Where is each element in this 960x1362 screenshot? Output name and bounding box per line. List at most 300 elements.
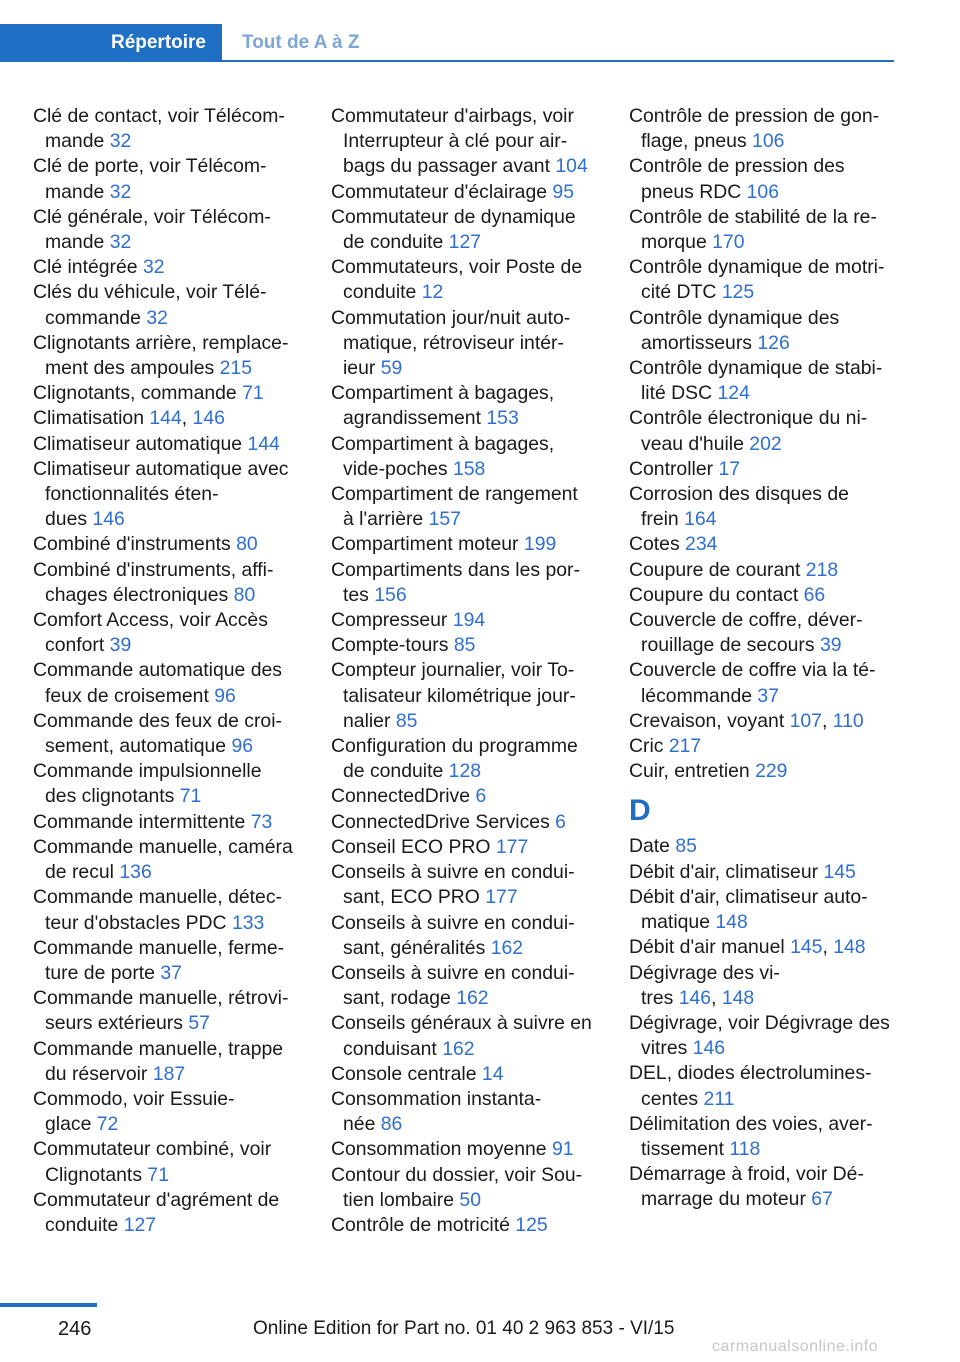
page-link[interactable]: 177 (485, 886, 518, 909)
page-link[interactable]: 67 (811, 1188, 833, 1211)
page-link[interactable]: 73 (250, 810, 273, 833)
index-entry-text: Consommation moyenne (331, 1138, 547, 1161)
index-entry-text: du réservoir (45, 1062, 148, 1085)
index-entry (629, 406, 897, 456)
page-link[interactable]: 148 (715, 911, 748, 934)
index-entry-text: feux de croisement (45, 684, 209, 707)
index-entry-text: cité DTC (641, 281, 717, 304)
index-entry-text: veau d'huile (641, 432, 744, 455)
index-entry-text: tres (641, 986, 674, 1009)
index-entry (331, 1163, 599, 1213)
page-link[interactable]: 234 (685, 533, 718, 556)
index-entry (33, 759, 301, 809)
index-entry-text: Commande des feux de croi- (33, 709, 282, 732)
index-entry-text: agrandissement (343, 407, 481, 430)
index-entry-text: tes (343, 583, 369, 606)
index-entry-text: Compartiment moteur (331, 533, 519, 556)
index-entry-text: Climatiseur automatique (33, 432, 243, 455)
index-entry (629, 1112, 897, 1162)
index-entry (331, 104, 599, 180)
index-entry-text: Cotes (629, 533, 680, 556)
index-entry-text: Commutateur combiné, voir (33, 1138, 272, 1161)
index-entry-text: Compartiment à bagages, (331, 432, 555, 455)
index-entry (629, 658, 897, 708)
page-link[interactable]: 12 (421, 281, 444, 304)
index-entry-text: Clignotants (45, 1163, 143, 1186)
index-entry (629, 558, 897, 583)
index-entry-text: Débit d'air, climatiseur (629, 860, 819, 883)
page-link[interactable]: 144 (149, 407, 182, 430)
page-link[interactable]: 95 (552, 180, 574, 203)
index-entry-text: Contour du dossier, voir Sou- (331, 1163, 583, 1186)
index-entry (331, 961, 599, 1011)
index-entry: Débit d'air manuel 145, 148 (629, 936, 866, 959)
watermark: carmanualsonline.info (712, 1338, 879, 1355)
index-entry (629, 1061, 897, 1111)
index-entry (33, 709, 301, 759)
page-link[interactable]: 85 (453, 634, 476, 657)
page-link[interactable]: 148 (833, 936, 866, 959)
index-entry-text: Contrôle de pression de gon- (629, 105, 880, 127)
page-link[interactable]: 162 (456, 987, 489, 1010)
index-entry-text: Débit d'air, climatiseur auto- (629, 885, 868, 908)
page-link[interactable]: 32 (109, 180, 132, 203)
index-entry-text: Commande impulsionnelle (33, 760, 262, 783)
page-link[interactable]: 202 (749, 432, 782, 455)
index-entry-text: flage, pneus (641, 130, 747, 153)
index-entry-text: Controller (629, 457, 714, 480)
index-entry (629, 205, 897, 255)
page-link[interactable]: 14 (481, 1062, 504, 1085)
index-entry (629, 860, 897, 885)
page-link[interactable]: 6 (475, 785, 487, 808)
index-entry (331, 860, 599, 910)
index-entry-text: ture de porte (45, 961, 155, 984)
page-link[interactable]: 145 (790, 936, 823, 959)
index-entry (629, 734, 897, 759)
index-entry-text: sant, généralités (343, 936, 486, 959)
index-entry-text: ment des ampoules (45, 357, 215, 380)
index-entry (331, 1213, 599, 1238)
index-entry-text: talisateur kilométrique jour- (343, 684, 576, 707)
index-entry-text: Climatisation (33, 407, 144, 430)
index-entry (331, 835, 599, 860)
page-link[interactable]: 17 (718, 457, 741, 480)
index-entry: Crevaison, voyant 107, 110 (629, 709, 864, 732)
index-entry-text: Commutateurs, voir Poste de (331, 256, 583, 279)
index-entry (331, 558, 599, 608)
page-link[interactable]: 146 (192, 407, 225, 430)
index-entry (33, 1087, 301, 1137)
index-entry-text: de conduite (343, 231, 444, 254)
page-link[interactable]: 37 (160, 961, 182, 984)
edition-label: Online Edition for Part no. 01 40 2 963 853 - VI/15 (253, 1318, 675, 1339)
page-link[interactable]: 146 (678, 986, 712, 1009)
index-entry (331, 180, 599, 205)
index-entry (33, 885, 301, 935)
index-entry (629, 608, 897, 658)
page-link[interactable]: 106 (746, 180, 779, 203)
index-entry-text: Contrôle de pression des (629, 155, 845, 178)
index-entry-text: chages électroniques (45, 583, 229, 606)
index-entry-text: Contrôle de stabilité de la re- (629, 205, 877, 228)
index-entry (629, 583, 897, 608)
index-entry-text: vide-poches (343, 457, 448, 480)
page-link[interactable]: 218 (805, 558, 839, 581)
index-entry (331, 1137, 599, 1162)
index-entry-text: Commande manuelle, caméra (33, 835, 293, 858)
index-entry-text: de conduite (343, 760, 444, 783)
index-entry-text: Cuir, entretien (629, 760, 750, 783)
index-entry-text: Commutateur de dynamique (331, 205, 576, 228)
page-link[interactable]: 72 (96, 1113, 119, 1136)
index-entry-text: lité DSC (641, 382, 713, 405)
index-entry-text: Combiné d'instruments, affi- (33, 558, 274, 581)
index-entry (33, 381, 301, 406)
index-entry-text: seurs extérieurs (45, 1012, 183, 1035)
index-entry-text: Couvercle de coffre, déver- (629, 609, 863, 632)
index-entry-text: à l'arrière (343, 508, 424, 531)
index-entry-text: Délimitation des voies, aver- (629, 1112, 873, 1135)
index-entry-text: Commodo, voir Essuie- (33, 1087, 235, 1110)
index-entry (629, 306, 897, 356)
page-link[interactable]: 39 (109, 634, 132, 657)
page-link[interactable]: 145 (823, 860, 856, 883)
tab-tout-de-a-a-z[interactable]: Tout de A à Z (242, 32, 360, 53)
index-entry (33, 1188, 301, 1238)
index-entry-text: ieur (343, 357, 376, 380)
index-entry (331, 734, 599, 784)
page-link[interactable]: 37 (757, 684, 779, 707)
index-entry-text: Clé de porte, voir Télécom- (33, 155, 267, 178)
index-entry-text: mande (45, 231, 105, 254)
tab-underline (0, 60, 894, 62)
page-link[interactable]: 126 (757, 331, 790, 354)
index-entry (629, 759, 897, 784)
index-entry-text: Commande manuelle, ferme- (33, 936, 285, 959)
index-entry (331, 1087, 599, 1137)
index-entry-text: conduite (45, 1213, 119, 1236)
page-link[interactable]: 80 (236, 533, 258, 556)
index-column-3 (629, 104, 897, 1213)
page-link[interactable]: 215 (219, 357, 252, 380)
index-entry-text: frein (641, 508, 679, 531)
page-link[interactable]: 146 (692, 1037, 726, 1060)
page-link[interactable]: 211 (703, 1087, 735, 1110)
index-entry-text: mande (45, 130, 105, 153)
page-link[interactable]: 96 (214, 684, 236, 707)
index-entry (331, 482, 599, 532)
index-entry-text: tissement (641, 1137, 724, 1160)
index-entry (629, 154, 897, 204)
page-link[interactable]: 32 (109, 231, 132, 254)
index-entry-text: Commande automatique des (33, 659, 282, 682)
page-link[interactable]: 104 (555, 155, 588, 178)
page-link[interactable]: 127 (123, 1213, 157, 1236)
index-entry-text: vitres (641, 1037, 688, 1060)
index-entry-text: Date (629, 835, 670, 858)
index-entry (33, 255, 301, 280)
page-link[interactable]: 153 (486, 407, 519, 430)
page-link[interactable]: 66 (803, 583, 826, 606)
index-entry (331, 784, 599, 809)
index-entry (629, 482, 897, 532)
index-entry (33, 331, 301, 381)
index-entry (331, 911, 599, 961)
index-entry (629, 834, 897, 859)
index-entry (33, 608, 301, 658)
index-entry (33, 1137, 301, 1187)
page-link[interactable]: 125 (721, 281, 755, 304)
index-entry-text: Conseils généraux à suivre en (331, 1012, 592, 1035)
page-link[interactable]: 32 (146, 306, 168, 329)
index-entry-text: Compartiment de rangement (331, 483, 578, 506)
index-entry-text: sement, automatique (45, 735, 227, 758)
index-entry-text: Compte-tours (331, 634, 449, 657)
index-entry (629, 104, 897, 154)
index-entry-text: Commande manuelle, trappe (33, 1037, 284, 1060)
index-entry-text: Commande manuelle, rétrovi- (33, 987, 289, 1010)
index-entry (331, 633, 599, 658)
index-entry-text: Corrosion des disques de (629, 483, 849, 506)
index-entry-text: Clé de contact, voir Télécom- (33, 105, 285, 127)
index-entry (33, 432, 301, 457)
tab-repertoire[interactable]: Répertoire (0, 24, 222, 62)
index-entry-text: Dégivrage des vi- (629, 961, 780, 984)
page-link[interactable]: 85 (675, 835, 697, 858)
page-link[interactable]: 187 (152, 1062, 186, 1085)
page-link[interactable]: 118 (729, 1137, 761, 1160)
index-entry-text: Crevaison, voyant (629, 709, 785, 732)
index-entry-text: fonctionnalités éten- (45, 483, 219, 506)
index-entry-text: Commutateur d'éclairage (331, 180, 548, 203)
page-link[interactable]: 80 (233, 583, 256, 606)
page-link[interactable]: 59 (380, 357, 403, 380)
index-entry (629, 457, 897, 482)
index-entry-text: Commutateur d'agrément de (33, 1188, 280, 1211)
index-entry-text: de recul (45, 861, 114, 884)
index-entry-text: Contrôle dynamique de stabi- (629, 357, 883, 380)
index-entry (331, 432, 599, 482)
index-entry-text: glace (45, 1113, 92, 1136)
index-entry-text: morque (641, 231, 707, 254)
index-entry-text: des clignotants (45, 785, 175, 808)
index-entry (331, 381, 599, 431)
page-link[interactable]: 39 (819, 634, 842, 657)
page-link[interactable]: 164 (684, 508, 717, 531)
page-link[interactable]: 158 (452, 457, 486, 480)
index-entry-text: sant, rodage (343, 987, 451, 1010)
index-entry-text: mande (45, 180, 105, 203)
index-entry: Dégivrage des vi- tres 146, 148 (629, 961, 780, 1009)
page-number: 246 (58, 1318, 92, 1340)
page-link[interactable]: 136 (119, 861, 152, 884)
index-entry-text: Combiné d'instruments (33, 533, 231, 556)
index-entry-text: Climatiseur automatique avec (33, 457, 289, 480)
index-entry (629, 255, 897, 305)
index-entry-text: lécommande (641, 684, 753, 707)
page-link[interactable]: 32 (142, 256, 165, 279)
page-link[interactable]: 71 (147, 1163, 169, 1186)
index-entry (33, 457, 301, 533)
page-link[interactable]: 162 (442, 1037, 475, 1060)
page-link[interactable]: 217 (668, 735, 702, 758)
footer-accent-bar (0, 1303, 97, 1307)
index-entry-text: Compresseur (331, 609, 448, 632)
index-entry (629, 1162, 897, 1212)
index-column-2 (331, 104, 599, 1238)
index-entry-text: Débit d'air manuel (629, 936, 785, 959)
page-link[interactable]: 71 (179, 785, 202, 808)
index-entry (331, 810, 599, 835)
index-entry-text: Contrôle de motricité (331, 1213, 510, 1236)
index-entry-text: dues (45, 508, 88, 531)
page-link[interactable]: 125 (515, 1213, 548, 1236)
index-entry-text: Démarrage à froid, voir Dé- (629, 1163, 864, 1186)
index-entry (33, 558, 301, 608)
page-link[interactable]: 32 (109, 130, 132, 153)
index-entry-text: bags du passager avant (343, 155, 550, 178)
page-link[interactable]: 110 (832, 709, 864, 732)
index-entry (629, 532, 897, 557)
index-entry-text: Clignotants, commande (33, 382, 237, 405)
index-entry-text: Clignotants arrière, remplace- (33, 331, 289, 354)
index-entry (331, 658, 599, 734)
page-link[interactable]: 177 (495, 835, 529, 858)
index-entry (33, 280, 301, 330)
page-link[interactable]: 127 (448, 231, 482, 254)
page-link[interactable]: 156 (374, 583, 407, 606)
tab-bar (0, 24, 894, 62)
page-link[interactable]: 157 (428, 508, 461, 531)
page-link[interactable]: 6 (555, 810, 566, 833)
index-entry (33, 936, 301, 986)
index-entry-text: Clés du véhicule, voir Télé- (33, 281, 267, 304)
index-entry-text: Commande manuelle, détec- (33, 886, 282, 909)
page-link[interactable]: 107 (789, 709, 822, 732)
index-entry-text: centes (641, 1087, 699, 1110)
index-entry-text: pneus RDC (641, 180, 742, 203)
index-entry (629, 885, 897, 935)
index-entry (33, 104, 301, 154)
index-entry-text: Consommation instanta- (331, 1087, 542, 1110)
index-entry-text: matique, rétroviseur intér- (343, 331, 564, 354)
index-entry-text: Coupure de courant (629, 558, 801, 581)
index-entry-text: Contrôle dynamique des (629, 306, 840, 329)
index-entry-text: Commutateur d'airbags, voir (331, 105, 574, 127)
index-entry-text: Conseils à suivre en condui- (331, 861, 575, 884)
index-section-letter: D (629, 794, 651, 828)
page-link[interactable]: 71 (242, 382, 264, 405)
index-entry (331, 608, 599, 633)
index-entry-text: Clé intégrée (33, 256, 138, 279)
index-entry-text: amortisseurs (641, 331, 752, 354)
index-entry (331, 1062, 599, 1087)
index-entry-text: Contrôle électronique du ni- (629, 407, 868, 430)
page-link[interactable]: 50 (459, 1188, 481, 1211)
index-entry-text: matique (641, 911, 710, 934)
index-entry (331, 532, 599, 557)
index-entry (331, 306, 599, 382)
index-column-1 (33, 104, 301, 1238)
index-entry-text: Console centrale (331, 1062, 477, 1085)
index-entry-text: Comfort Access, voir Accès (33, 609, 268, 632)
index-entry (331, 255, 599, 305)
index-entry-text: Commutation jour/nuit auto- (331, 306, 571, 329)
index-entry-text: Conseil ECO PRO (331, 835, 491, 858)
index-entry-text: marrage du moteur (641, 1188, 806, 1211)
index-entry-text: tien lombaire (343, 1188, 455, 1211)
page-link[interactable]: 148 (721, 986, 755, 1009)
index-entry-text: DEL, diodes électrolumines- (629, 1062, 872, 1085)
page-link[interactable]: 170 (712, 231, 745, 254)
index-entry (331, 205, 599, 255)
page-link[interactable]: 146 (92, 508, 125, 531)
index-entry (629, 356, 897, 406)
index-entry-text: sant, ECO PRO (343, 886, 480, 909)
index-entry-text: née (343, 1113, 376, 1136)
page-link[interactable]: 199 (523, 533, 557, 556)
index-entry (33, 1037, 301, 1087)
index-entry: Climatisation 144, 146 (33, 407, 225, 430)
index-entry-text: rouillage de secours (641, 634, 815, 657)
page-link[interactable]: 162 (490, 936, 524, 959)
index-entry-text: teur d'obstacles PDC (45, 911, 227, 934)
index-entry-text: Contrôle dynamique de motri- (629, 256, 885, 279)
index-entry-text: Clé générale, voir Télécom- (33, 205, 271, 228)
index-entry (33, 658, 301, 708)
page-link[interactable]: 85 (395, 709, 418, 732)
index-entry-text: Couvercle de coffre via la té- (629, 659, 876, 682)
index-entry-text: Compartiments dans les por- (331, 558, 580, 581)
index-entry (629, 1011, 897, 1061)
index-entry-text: Commande intermittente (33, 810, 246, 833)
page-link[interactable]: 229 (755, 760, 788, 783)
index-entry-text: ConnectedDrive (331, 785, 471, 808)
index-entry-text: Dégivrage, voir Dégivrage des (629, 1011, 890, 1034)
index-entry-text: Conseils à suivre en condui- (331, 911, 575, 934)
index-entry-text: Configuration du programme (331, 735, 578, 758)
page-link[interactable]: 133 (231, 911, 265, 934)
index-entry (33, 205, 301, 255)
index-entry-text: conduisant (343, 1037, 437, 1060)
index-entry-text: commande (45, 306, 141, 329)
page-link[interactable]: 86 (380, 1113, 403, 1136)
page-link[interactable]: 91 (551, 1138, 574, 1161)
page-link[interactable]: 128 (448, 760, 482, 783)
page-link[interactable]: 96 (231, 735, 254, 758)
index-entry-text: Cric (629, 735, 664, 758)
page-link[interactable]: 106 (752, 130, 785, 153)
page-link[interactable]: 194 (452, 609, 486, 632)
index-entry (33, 154, 301, 204)
index-entry-text: Compartiment à bagages, (331, 382, 555, 405)
index-entry-text: ConnectedDrive Services (331, 810, 550, 833)
index-entry (331, 1011, 599, 1061)
index-entry (33, 810, 301, 835)
index-entry-text: confort (45, 634, 105, 657)
index-entry-text: Coupure du contact (629, 583, 799, 606)
index-entry (33, 835, 301, 885)
page-link[interactable]: 124 (717, 382, 750, 405)
page-link[interactable]: 57 (188, 1012, 210, 1035)
index-entry-text: Compteur journalier, voir To- (331, 659, 575, 682)
index-entry-text: conduite (343, 281, 417, 304)
index-entry-text: Interrupteur à clé pour air- (343, 130, 568, 153)
index-entry-text: Conseils à suivre en condui- (331, 961, 575, 984)
page-link[interactable]: 144 (247, 432, 280, 455)
index-entry (33, 532, 301, 557)
